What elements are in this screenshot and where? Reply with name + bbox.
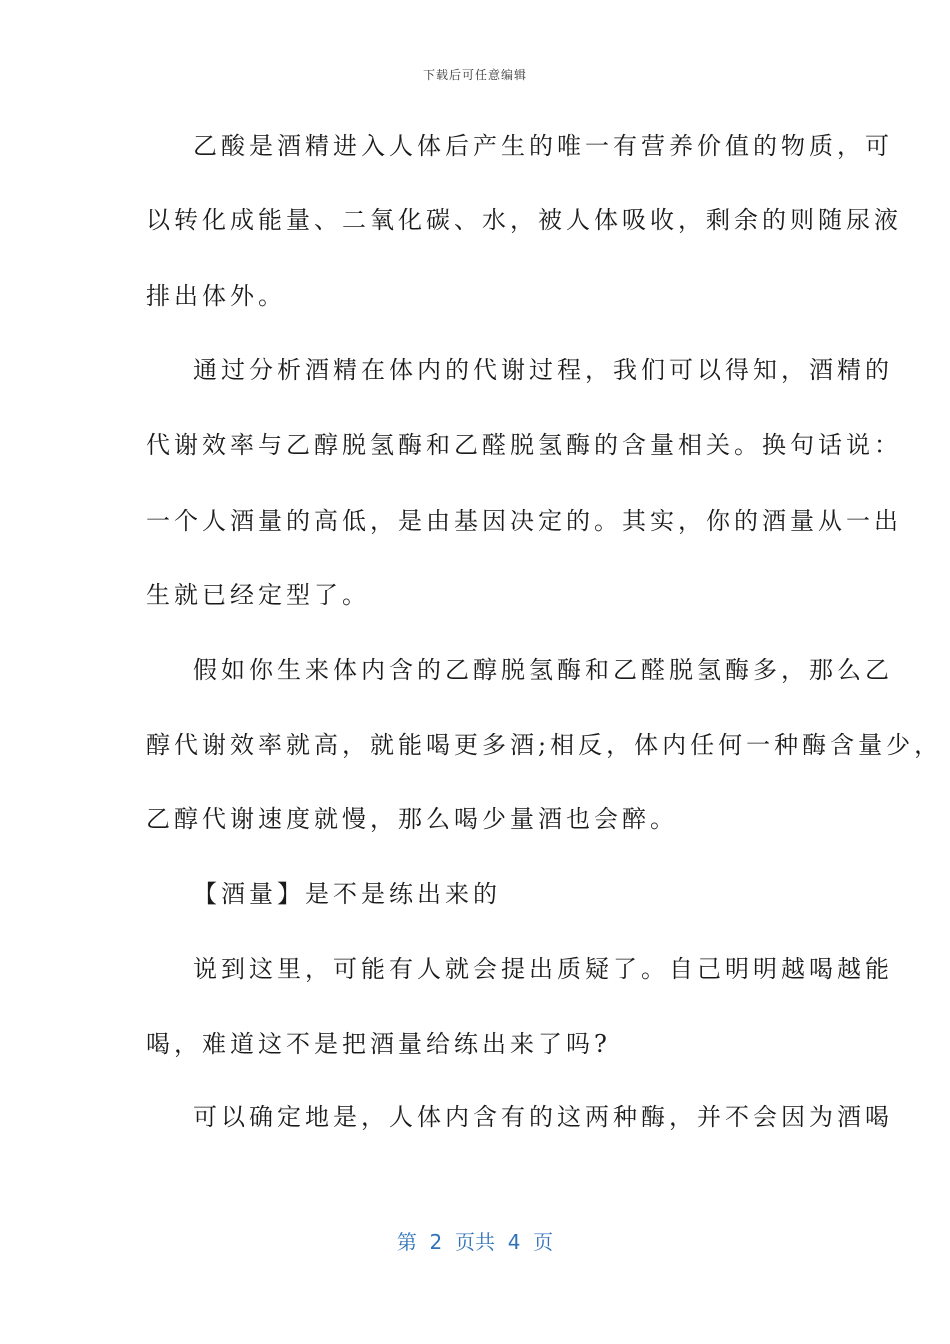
- text-line: 生就已经定型了。: [146, 581, 370, 609]
- text-line: 以转化成能量、二氧化碳、水，被人体吸收，剩余的则随尿液: [146, 206, 902, 234]
- text-line: 排出体外。: [146, 282, 286, 310]
- text-line: 喝，难道这不是把酒量给练出来了吗?: [146, 1030, 611, 1058]
- text-line: 通过分析酒精在体内的代谢过程，我们可以得知，酒精的: [193, 356, 893, 384]
- text-line: 说到这里，可能有人就会提出质疑了。自己明明越喝越能: [193, 955, 893, 983]
- text-line: 醇代谢效率就高，就能喝更多酒;相反，体内任何一种酶含量少，: [146, 731, 943, 759]
- text-line: 乙醇代谢速度就慢，那么喝少量酒也会醉。: [146, 805, 678, 833]
- text-line: 假如你生来体内含的乙醇脱氢酶和乙醛脱氢酶多，那么乙: [193, 656, 893, 684]
- text-line: 一个人酒量的高低，是由基因决定的。其实，你的酒量从一出: [146, 507, 902, 535]
- page-number-footer: 第 2 页共 4 页: [396, 1230, 554, 1254]
- text-line: 可以确定地是，人体内含有的这两种酶，并不会因为酒喝: [193, 1103, 893, 1131]
- section-heading: 【酒量】是不是练出来的: [193, 880, 501, 908]
- page-header-note: 下载后可任意编辑: [422, 68, 527, 82]
- text-line: 代谢效率与乙醇脱氢酶和乙醛脱氢酶的含量相关。换句话说：: [146, 431, 902, 459]
- text-line: 乙酸是酒精进入人体后产生的唯一有营养价值的物质，可: [193, 132, 893, 160]
